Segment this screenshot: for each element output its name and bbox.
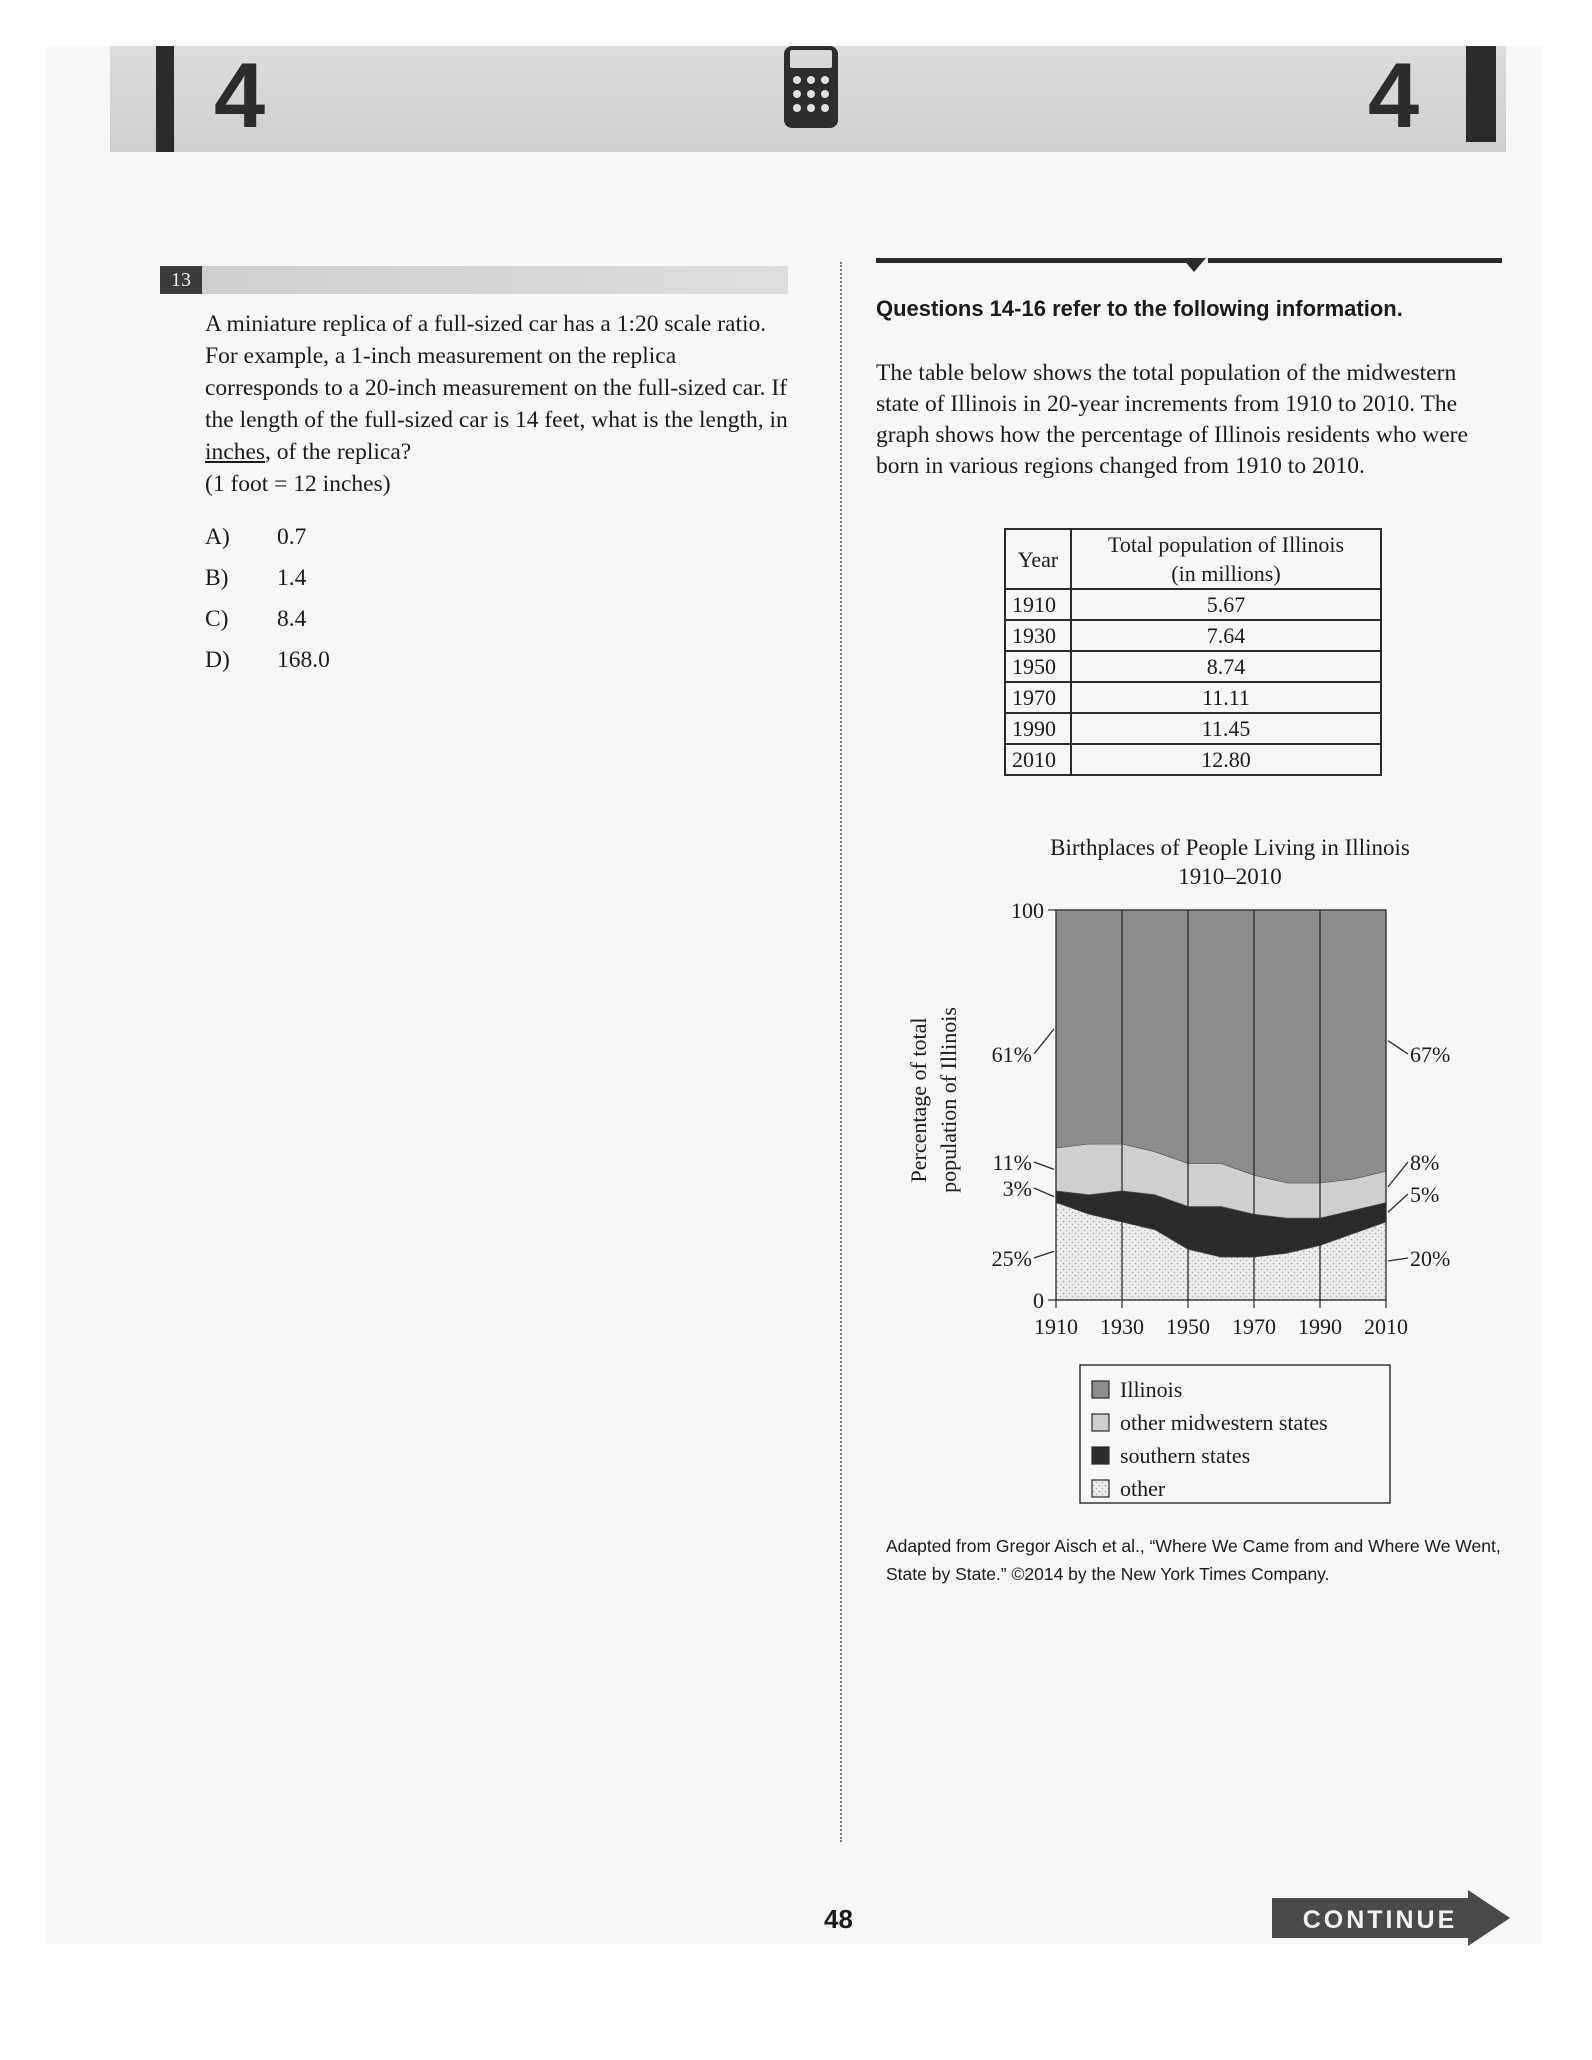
page-number: 48 [824,1904,853,1934]
table-header-pop-line1: Total population of Illinois [1107,532,1345,557]
table-cell-year: 1970 [1005,682,1071,713]
choice-a[interactable] [205,524,330,565]
x-tick-label: 1910 [1034,1314,1078,1339]
table-cell-year: 2010 [1005,744,1071,775]
info-rule-pointer [1182,258,1206,272]
info-rule-left [876,258,1188,263]
table-row [1005,682,1381,713]
table-cell-pop: 11.45 [1071,713,1381,744]
table-cell-pop: 8.74 [1071,651,1381,682]
right-value-label: 8% [1410,1150,1440,1175]
stem-part-2: , of the replica? [265,439,412,465]
table-header-row [1005,529,1381,589]
table-cell-pop: 11.11 [1071,682,1381,713]
table-cell-year: 1990 [1005,713,1071,744]
choice-d[interactable] [205,647,330,688]
info-intro: Questions 14-16 refer to the following information. [876,296,1403,321]
answer-choices [205,524,330,688]
x-tick-label: 1950 [1166,1314,1210,1339]
column-divider [840,262,842,1842]
choice-value: 168.0 [277,647,330,673]
left-label-leader [1034,1251,1054,1258]
choice-letter: B) [205,565,229,591]
left-value-label: 11% [992,1150,1032,1175]
left-label-leader [1034,1162,1054,1169]
choice-letter: D) [205,647,230,673]
calculator-icon [782,46,840,130]
choice-value: 0.7 [277,524,307,550]
chart-title: Birthplaces of People Living in Illinois [1050,835,1410,860]
table-header-population [1071,529,1381,589]
chart-legend [1080,1365,1390,1503]
table-row [1005,744,1381,775]
area-Illinois [1056,910,1386,1183]
right-value-label: 20% [1410,1246,1451,1271]
x-tick-label: 2010 [1364,1314,1408,1339]
y-axis-label [906,1007,961,1193]
x-tick-label: 1970 [1232,1314,1276,1339]
choice-b[interactable] [205,565,330,606]
legend-entry-label: other [1120,1476,1166,1501]
legend-swatch [1092,1414,1109,1431]
choice-value: 1.4 [277,565,307,591]
right-value-label: 5% [1410,1182,1440,1207]
table-cell-year: 1910 [1005,589,1071,620]
left-label-leader [1034,1188,1054,1197]
legend-swatch [1092,1447,1109,1464]
table-header-pop-line2: (in millions) [1171,561,1281,586]
choice-letter: A) [205,524,230,550]
right-label-leader [1388,1041,1408,1054]
legend-entry-label: other midwestern states [1120,1410,1328,1435]
source-credit: Adapted from Gregor Aisch et al., “Where We Came from and Where We Went, State by State.” ©2014 by the New York Times Company. [886,1536,1501,1584]
chart-subtitle: 1910–2010 [1178,864,1282,889]
table-row [1005,589,1381,620]
table-row [1005,651,1381,682]
right-label-leader [1388,1194,1408,1212]
right-value-label: 67% [1410,1042,1451,1067]
stem-note: (1 foot = 12 inches) [205,471,391,497]
choice-letter: C) [205,606,229,632]
legend-entry-label: southern states [1120,1443,1251,1468]
table-cell-year: 1950 [1005,651,1071,682]
left-value-label: 25% [991,1246,1032,1271]
table-row [1005,713,1381,744]
legend-swatch [1092,1381,1109,1398]
population-table [1004,528,1382,776]
x-tick-label: 1990 [1298,1314,1342,1339]
table-cell-year: 1930 [1005,620,1071,651]
left-label-leader [1034,1029,1054,1054]
x-tick-label: 1930 [1100,1314,1144,1339]
question-number: 13 [160,266,202,294]
right-label-leader [1388,1162,1408,1187]
choice-c[interactable] [205,606,330,647]
continue-label: CONTINUE [1302,1906,1458,1934]
y-tick-label: 0 [1033,1288,1044,1313]
question-header-bar [160,266,788,294]
y-axis-label-line1: Percentage of total [906,1017,931,1183]
info-rule-right [1208,258,1502,263]
right-label-leader [1388,1258,1408,1261]
question-stem [205,308,795,500]
table-header-year: Year [1005,529,1071,589]
left-value-label: 61% [991,1042,1032,1067]
birthplace-chart [900,830,1500,1510]
table-row [1005,620,1381,651]
table-cell-pop: 12.80 [1071,744,1381,775]
header-bar-left [156,46,174,152]
table-cell-pop: 5.67 [1071,589,1381,620]
section-number-left: 4 [214,45,266,147]
section-number-right: 4 [1368,45,1420,147]
y-tick-label: 100 [1011,898,1044,923]
legend-entry-label: Illinois [1120,1377,1183,1402]
stem-part-1: A miniature replica of a full-sized car has a 1:20 scale ratio. For example, a 1-inch measurement on the replica corresponds to a 20-inch measurement on the full-sized car. If the length of the full-sized car is 14 feet, what is the length, in [205,311,788,433]
stem-underlined-word: inches [205,439,266,465]
header-bar-right [1466,46,1496,142]
choice-value: 8.4 [277,606,307,632]
chart-series-layer [1056,910,1386,1300]
table-cell-pop: 7.64 [1071,620,1381,651]
legend-swatch [1092,1480,1109,1497]
left-value-label: 3% [1002,1176,1032,1201]
info-passage: The table below shows the total population of the midwestern state of Illinois in 20-year increments from 1910 to 2010. The graph shows how the percentage of Illinois residents who were born in various regions changed from 1910 to 2010. [876,360,1468,479]
y-axis-label-line2: population of Illinois [936,1007,961,1193]
